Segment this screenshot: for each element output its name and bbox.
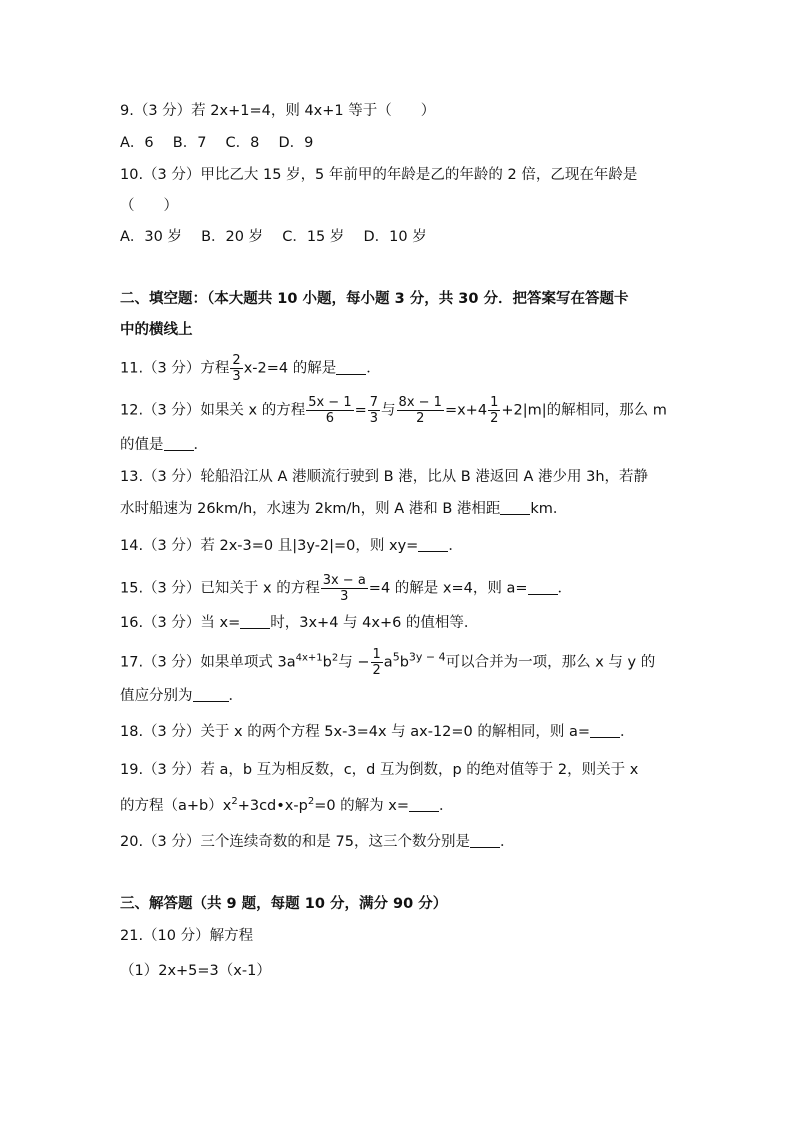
question-19-line2: 的方程$(a+b)x^2+3cd•x-p^2=0$ 的解为 x= ． [120, 796, 454, 814]
question-13-line2: 水时船速为 26km/h，水速为 2km/h，则 A 港和 B 港相距 km． [120, 501, 568, 517]
question-10-line2: （ ） [120, 198, 178, 214]
fraction: $\frac{1}{2}$ [490, 395, 499, 426]
fraction: $\frac{5x - 1}{6}$ [308, 395, 352, 426]
answer-blank[interactable] [409, 797, 439, 812]
question-9-options: A．6 B．7 C．8 D．9 [120, 135, 314, 151]
question-18: 18.（3 分）关于 x 的两个方程 5x-3=4x 与 ax-12=0 的解相同，则 a= ． [120, 724, 635, 740]
question-21: 21.（10 分）解方程 [120, 928, 254, 944]
answer-blank[interactable] [528, 580, 558, 595]
answer-blank[interactable] [470, 833, 500, 848]
question-17: 17.（3 分）如果单项式 $3a^{4x+1}b^2$与 − $\frac{1}{2}$ $a^5b^{3y - 4}$可以合并为一项，那么 x 与 y 的 [120, 647, 656, 678]
question-9 [120, 101, 435, 121]
question-12-line2: 的值是 ． [120, 437, 208, 453]
fraction: $\frac{2}{3}$ [232, 353, 241, 384]
question-17-line2: 值应分别为 ． [120, 688, 243, 704]
question-9-text: 9.（3 分）若 2x+1=4，则 4x+1 等于（ ） [120, 103, 436, 119]
question-10: 10.（3 分）甲比乙大 15 岁，5 年前甲的年龄是乙的年龄的 2 倍，乙现在年龄是 [120, 167, 638, 183]
fraction: $\frac{3x - a}{3}$ [322, 573, 366, 604]
section-2-heading-line2: 中的横线上 [120, 322, 193, 338]
question-12: 12.（3 分）如果关 x 的方程 $\frac{5x - 1}{6}$ = $\frac{7}{3}$ 与 $\frac{8x - 1}{2}$ =x+4 $\frac{1}{2}$ +2|m|的解相同，那么 m [120, 395, 667, 426]
answer-blank[interactable] [590, 723, 620, 738]
fraction: $\frac{8x - 1}{2}$ [398, 395, 442, 426]
fraction: $\frac{1}{2}$ [372, 647, 381, 678]
answer-blank[interactable] [240, 614, 270, 629]
question-21-part-1: （1）2x+5=3（x-1） [120, 963, 271, 979]
question-19: 19.（3 分）若 a，b 互为相反数，c，d 互为倒数，p 的绝对值等于 2，则关于 x [120, 762, 639, 778]
answer-blank[interactable] [193, 687, 229, 702]
fraction: $\frac{7}{3}$ [369, 395, 379, 426]
question-20: 20.（3 分）三个连续奇数的和是 75，这三个数分别是 ． [120, 834, 515, 850]
question-13: 13.（3 分）轮船沿江从 A 港顺流行驶到 B 港，比从 B 港返回 A 港少用 3h，若静 [120, 469, 649, 485]
answer-blank[interactable] [418, 537, 448, 552]
question-14: 14.（3 分）若 2x-3=0 且|3y-2|=0，则 xy= ． [120, 538, 463, 554]
answer-blank[interactable] [500, 500, 530, 515]
section-3-heading: 三、解答题（共 9 题，每题 10 分，满分 90 分） [120, 896, 448, 912]
question-11: 11.（3 分）方程 $\frac{2}{3}$ x-2=4 的解是 ． [120, 353, 381, 384]
question-15: 15.（3 分）已知关于 x 的方程 $\frac{3x - a}{3}$ =4 的解是 x=4，则 a= ． [120, 573, 572, 604]
question-10-options: A．30 岁 B．20 岁 C．15 岁 D．10 岁 [120, 229, 427, 245]
answer-blank[interactable] [336, 360, 366, 375]
section-2-heading: 二、填空题：（本大题共 10 小题，每小题 3 分，共 30 分．把答案写在答题卡 [120, 291, 629, 307]
answer-blank[interactable] [164, 436, 194, 451]
question-16: 16.（3 分）当 x= 时，3x+4 与 4x+6 的值相等． [120, 615, 479, 631]
